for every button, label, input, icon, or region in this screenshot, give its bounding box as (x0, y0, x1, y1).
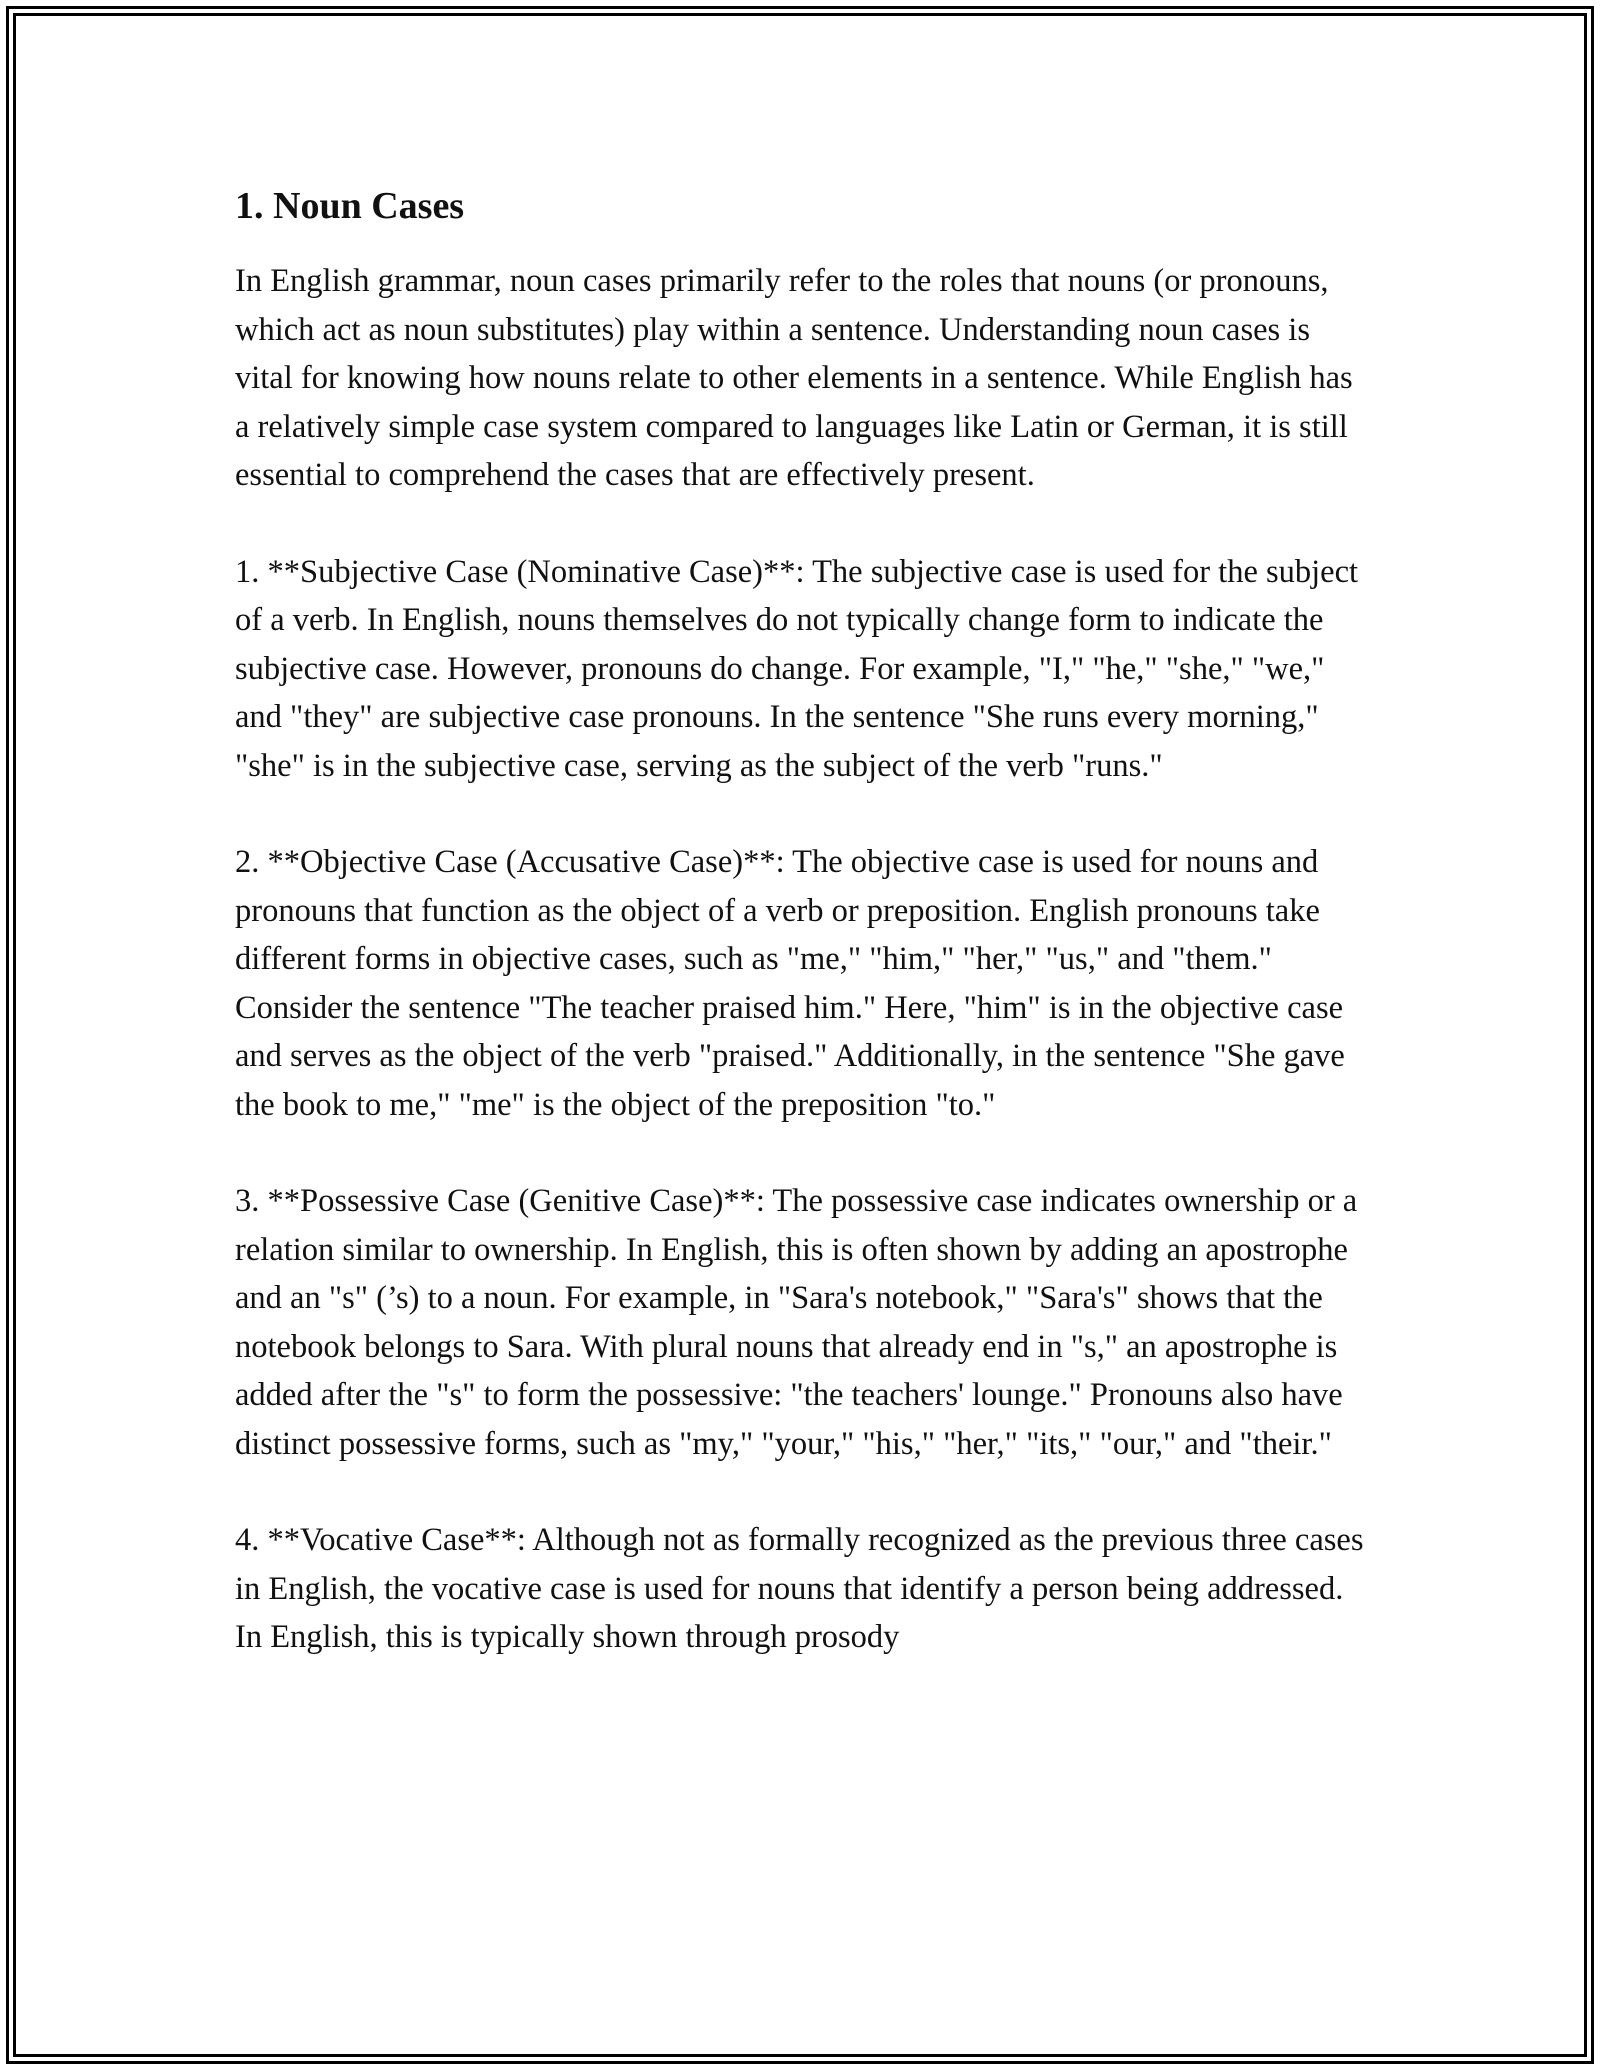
intro-paragraph: In English grammar, noun cases primarily refer to the roles that nouns (or pronouns, which act as noun substitutes) play within a sentence. Understanding noun cases is vital for knowing how nouns relate to other elements in a sentence. While English has a relatively simple case system compared to languages like Latin or German, it is still essential to comprehend the cases that are effectively present. (235, 263, 1353, 494)
possessive-case-paragraph: 3. **Possessive Case (Genitive Case)**: The possessive case indicates ownership or a relation similar to ownership. In English, this is often shown by adding an apostrophe and an "s" (’s) to a noun. For example, in "Sara's notebook," "Sara's" shows that the notebook belongs to Sara. With plural nouns that already end in "s," an apostrophe is added after the "s" to form the possessive: "the teachers' lounge." Pronouns also have distinct possessive forms, such as "my," "your," "his," "her," "its," "our," and "their." (235, 1183, 1358, 1462)
subjective-case-paragraph: 1. **Subjective Case (Nominative Case)**: The subjective case is used for the subject of a verb. In English, nouns themselves do not typically change form to indicate the subjective case. However, pronouns do change. For example, "I," "he," "she," "we," and "they" are subjective case pronouns. In the sentence "She runs every morning," "she" is in the subjective case, serving as the subject of the verb "runs." (235, 553, 1359, 784)
document-body (235, 180, 1375, 1710)
section-heading: 1. Noun Cases (235, 185, 465, 227)
objective-case-paragraph: 2. **Objective Case (Accusative Case)**: The objective case is used for nouns and pronouns that function as the object of a verb or preposition. English pronouns take different forms in objective cases, such as "me," "him," "her," "us," and "them." Consider the sentence "The teacher praised him." Here, "him" is in the objective case and serves as the object of the verb "praised." Additionally, in the sentence "She gave the book to me," "me" is the object of the preposition "to." (235, 844, 1345, 1123)
vocative-case-paragraph: 4. **Vocative Case**: Although not as formally recognized as the previous three cases in English, the vocative case is used for nouns that identify a person being addressed. In English, this is typically shown through prosody (235, 1522, 1364, 1656)
